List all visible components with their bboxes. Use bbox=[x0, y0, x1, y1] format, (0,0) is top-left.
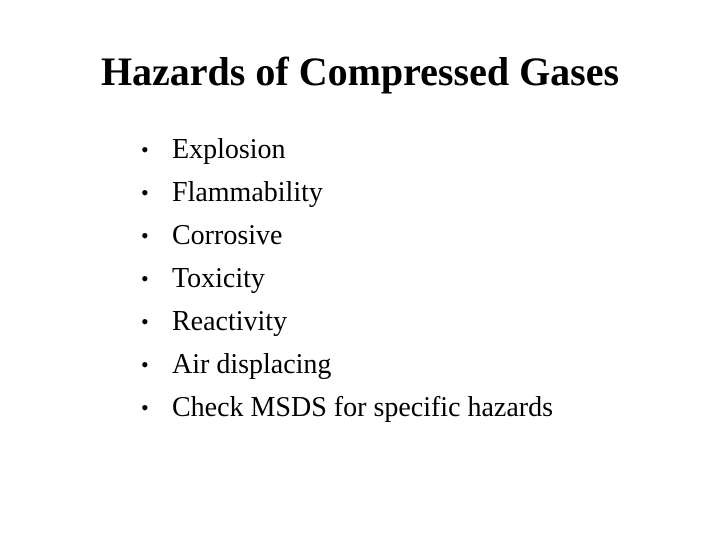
slide-title: Hazards of Compressed Gases bbox=[100, 49, 620, 94]
bullet-icon: • bbox=[141, 309, 149, 334]
bullet-icon: • bbox=[141, 352, 149, 377]
bullet-text: Explosion bbox=[172, 134, 286, 165]
bullet-icon: • bbox=[141, 223, 149, 248]
bullet-text: Reactivity bbox=[172, 306, 288, 337]
bullet-icon: • bbox=[141, 180, 149, 205]
bullet-icon: • bbox=[141, 137, 149, 162]
bullet-text: Flammability bbox=[172, 177, 323, 208]
bullet-text: Check MSDS for specific hazards bbox=[172, 392, 554, 423]
bullet-text: Corrosive bbox=[172, 220, 283, 251]
bullet-icon: • bbox=[141, 395, 149, 420]
bullet-text: Air displacing bbox=[172, 349, 332, 380]
bullet-text: Toxicity bbox=[172, 263, 265, 294]
bullet-icon: • bbox=[141, 266, 149, 291]
